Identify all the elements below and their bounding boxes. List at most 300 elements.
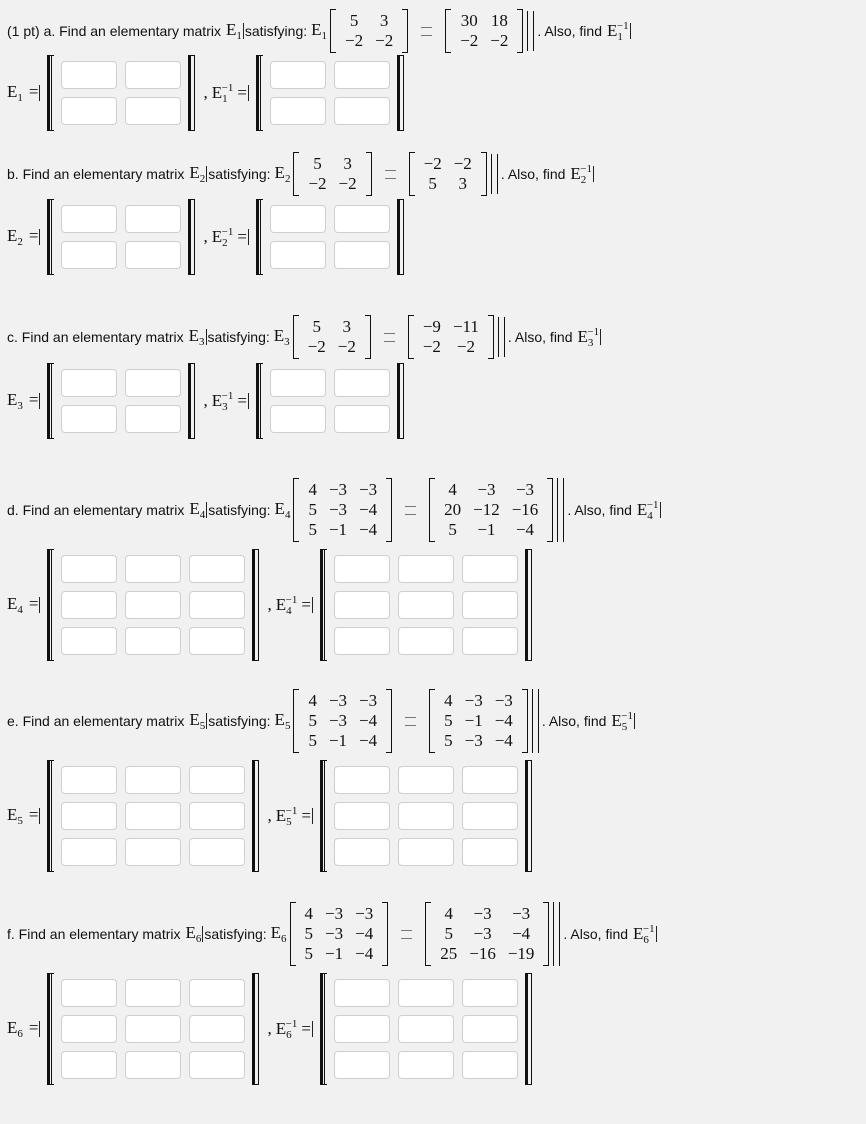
matrix-entry: −2 [337,337,356,356]
e-inverse-answer-label [276,594,311,617]
e-inverse-answer-label [212,82,247,105]
e1-entry-r1c1[interactable] [61,61,117,89]
e6-inverse-entry-r2c3[interactable] [462,1015,518,1043]
equals-box [417,27,436,36]
e1-matrix [45,55,197,131]
e6-entry-r2c1[interactable] [61,1015,117,1043]
e-letter: E [7,226,18,245]
also-find-text: . Also, find [563,926,629,942]
e4-entry-r3c2[interactable] [125,627,181,655]
answer-cursor-bar [248,229,249,245]
e-index: 5 [199,720,206,732]
e-inverse-name [578,326,600,349]
e5-entry-r2c1[interactable] [61,802,117,830]
e-letter: E [211,390,223,410]
e4-entry-r2c3[interactable] [189,591,245,619]
answer-cursor-bar [39,808,40,824]
left-matrix [293,689,392,753]
e4-inverse-entry-r2c2[interactable] [398,591,454,619]
matrix-entry: −3 [325,904,344,923]
equals-box [397,930,416,939]
e5-inverse-matrix [318,760,534,872]
comma: , [203,227,208,246]
matrix-entry: 3 [342,317,352,336]
e-matrix-name [311,20,327,42]
e-inverse-answer-label [212,226,247,249]
e-matrix-name [7,594,23,616]
e6-inverse-entry-r1c1[interactable] [334,979,390,1007]
e-index: 6 [643,933,649,946]
e-index: 5 [284,720,291,732]
matrix-entry: −2 [490,31,509,50]
equals-box [381,170,400,179]
e5-inverse-entry-r1c3[interactable] [462,766,518,794]
matrix-entry: 5 [308,731,317,750]
e-index: 4 [284,509,291,521]
comma: , [203,391,208,410]
bracket-line [51,55,54,131]
bracket-line [51,760,54,872]
equals-box [380,333,399,342]
inverse-exponent: −1 [646,498,659,511]
e-matrix-name [7,805,23,827]
e6-entry-r3c3[interactable] [189,1051,245,1079]
bracket-line [260,55,263,131]
e3-entry-r2c1[interactable] [61,405,117,433]
inverse-exponent: −1 [285,593,298,606]
e-index: 6 [286,1028,292,1041]
e6-inverse-entry-r1c3[interactable] [462,979,518,1007]
e3-inverse-entry-r1c1[interactable] [270,369,326,397]
e-letter: E [188,326,200,345]
e4-inverse-entry-r2c3[interactable] [462,591,518,619]
e-matrix-name [189,710,205,732]
e4-entry-r1c3[interactable] [189,555,245,583]
also-find-text: . Also, find [500,166,566,182]
matrix-entry: 5 [308,500,317,519]
e-index: 3 [587,336,594,349]
matrix-entry: 4 [444,691,453,710]
inverse-exponent: −1 [587,325,600,338]
inverse-exponent: −1 [621,709,634,722]
equals-sign: = [28,226,39,245]
matrix-entry: −3 [328,500,348,519]
equals-sign [385,170,396,179]
e4-entry-r2c1[interactable] [61,591,117,619]
e1-entry-r1c2[interactable] [125,61,181,89]
answer-cursor-bar [39,1021,40,1037]
equals-sign [421,27,432,36]
answer-cursor-bar [312,808,313,824]
e-inverse-answer-label [276,805,311,828]
e-matrix-name [189,326,205,348]
matrix-entry: −3 [328,711,348,730]
matrix-entry: 25 [440,944,458,963]
equals-sign: = [28,594,39,613]
e-index: 2 [284,173,291,185]
equals-sign: = [301,1018,311,1038]
matrix-entry: −3 [328,480,348,499]
prompt-text: (1 pt) a. Find an elementary matrix [7,23,221,39]
matrix-entry: −2 [338,174,357,193]
e5-entry-r2c3[interactable] [189,802,245,830]
e-letter: E [577,326,588,346]
e6-entry-r1c2[interactable] [125,979,181,1007]
matrix-entry: −3 [515,480,535,499]
e2-entry-r1c1[interactable] [61,205,117,233]
e2-inverse-entry-r1c2[interactable] [334,205,390,233]
satisfying-text: satisfying: [208,502,271,518]
e4-entry-r3c1[interactable] [61,627,117,655]
matrix-entry: −11 [452,317,479,336]
e2-inverse-entry-r2c2[interactable] [334,241,390,269]
matrix-entry: −2 [345,31,364,50]
matrix-entry: 3 [343,154,352,173]
also-find-text: . Also, find [537,23,602,39]
e-index: 2 [580,173,587,186]
left-matrix [293,152,371,196]
e4-inverse-entry-r3c1[interactable] [334,627,390,655]
matrix-entry: −4 [494,711,513,730]
e-letter: E [185,923,196,942]
matrix-entry: 30 [460,11,478,30]
left-matrix [293,478,392,542]
e4-inverse-matrix [318,549,534,661]
matrix-entry: −1 [325,944,344,963]
e-index: 2 [222,236,228,249]
matrix-entry: 5 [304,924,314,943]
matrix-entry: 5 [444,711,453,730]
e-matrix-name [7,390,23,412]
also-find-text: . Also, find [507,329,573,345]
equals-sign: = [301,805,311,825]
e4-matrix [45,549,261,661]
e4-inverse-entry-r1c1[interactable] [334,555,390,583]
bracket-line [51,549,54,661]
inverse-exponent: −1 [616,19,629,32]
e-inverse-name [633,923,655,946]
bracket-line [324,973,327,1085]
e6-inverse-entry-r3c3[interactable] [462,1051,518,1079]
e4-inverse-entry-r3c3[interactable] [462,627,518,655]
matrix-entry: −4 [359,500,378,519]
e5-inverse-entry-r2c2[interactable] [398,802,454,830]
e1-entry-r2c1[interactable] [61,97,117,125]
e5-entry-r1c1[interactable] [61,766,117,794]
bracket-line [324,760,327,872]
e-letter: E [606,20,618,40]
question-c-prompt [7,317,602,357]
matrix-entry: −2 [453,154,472,173]
matrix-entry: 5 [444,731,453,750]
matrix-entry: 5 [308,711,317,730]
answer-cursor-bar [206,166,207,182]
matrix-entry: −2 [308,174,327,193]
matrix-entry: 5 [308,520,317,539]
e-letter: E [211,82,223,102]
e6-entry-r3c2[interactable] [125,1051,181,1079]
e-matrix-name [274,326,290,348]
e-index: 1 [617,30,623,43]
e-index: 6 [17,1028,23,1040]
answer-cursor-bar [600,329,601,345]
matrix-entry: −16 [469,944,496,963]
e-letter: E [311,20,322,39]
e4-entry-r1c2[interactable] [125,555,181,583]
e-index: 1 [222,92,228,105]
bracket-line [525,973,528,1085]
right-matrix [408,315,494,359]
answer-cursor-bar [39,393,40,409]
e-letter: E [636,499,648,519]
bracket-line [525,549,528,661]
e-index: 1 [17,92,23,104]
matrix-entry: 5 [304,944,314,963]
inverse-exponent: −1 [221,225,234,238]
matrix-entry: −2 [423,154,442,173]
e6-entry-r3c1[interactable] [61,1051,117,1079]
bracket-line [51,199,54,275]
e-inverse-name [211,225,234,249]
e-matrix-name [271,923,287,945]
e6-inverse-entry-r1c2[interactable] [398,979,454,1007]
e-matrix-name [186,923,202,945]
e6-entry-r1c3[interactable] [189,979,245,1007]
e5-inverse-entry-r1c2[interactable] [398,766,454,794]
e5-entry-r1c2[interactable] [125,766,181,794]
e4-inverse-entry-r2c1[interactable] [334,591,390,619]
comma: , [267,1019,272,1038]
e-matrix-name [275,499,291,521]
answer-cursor-bar [593,166,594,182]
e4-inverse-entry-r1c3[interactable] [462,555,518,583]
e-inverse-name [211,81,234,105]
e-index: 2 [199,173,206,185]
equals-sign: = [237,82,247,102]
matrix-entry: 3 [458,174,468,193]
e-inverse-name [611,710,633,733]
e3-entry-r2c2[interactable] [125,405,181,433]
e-letter: E [633,923,644,943]
e1-inverse-entry-r2c2[interactable] [334,97,390,125]
question-b-answer [7,194,410,280]
e6-inverse-entry-r2c2[interactable] [398,1015,454,1043]
e-letter: E [274,163,285,182]
double-bar [532,689,539,753]
matrix-entry: −3 [328,691,348,710]
bracket-line [525,760,528,872]
double-bar [498,317,505,357]
left-matrix [293,315,371,359]
matrix-entry: −4 [515,520,535,539]
e5-entry-r3c1[interactable] [61,838,117,866]
e6-entry-r1c1[interactable] [61,979,117,1007]
answer-cursor-bar [634,713,635,729]
matrix-entry: −16 [511,500,539,519]
matrix-entry: −2 [307,337,326,356]
equals-sign: = [237,226,247,246]
e-inverse-name [637,499,659,522]
e3-entry-r1c1[interactable] [61,369,117,397]
e-index: 5 [621,720,628,733]
bracket-line [397,363,400,439]
matrix-entry: 3 [379,11,389,30]
question-d-answer [7,541,538,669]
e2-entry-r2c2[interactable] [125,241,181,269]
answer-cursor-bar [39,597,40,613]
satisfying-text: satisfying: [208,166,271,182]
right-matrix [429,478,553,542]
e-inverse-name [607,20,629,43]
e-matrix-name [7,226,23,248]
e-answer-label [7,805,38,827]
e-index: 4 [286,604,292,617]
matrix-entry: 20 [444,500,462,519]
matrix-entry: −3 [473,924,492,943]
answer-cursor-bar [206,502,207,518]
e2-inverse-entry-r1c1[interactable] [270,205,326,233]
e5-inverse-entry-r3c1[interactable] [334,838,390,866]
e-answer-label [7,390,38,412]
e2-entry-r1c2[interactable] [125,205,181,233]
e3-inverse-entry-r2c2[interactable] [334,405,390,433]
e5-entry-r2c2[interactable] [125,802,181,830]
e5-entry-r1c3[interactable] [189,766,245,794]
matrix-entry: −4 [359,731,378,750]
matrix-entry: 4 [304,904,314,923]
e3-inverse-matrix [254,363,406,439]
e3-inverse-entry-r1c2[interactable] [334,369,390,397]
right-matrix [429,689,528,753]
bracket-line [397,199,400,275]
inverse-exponent: −1 [221,81,234,94]
prompt-text: f. Find an elementary matrix [7,926,181,942]
matrix-entry: −1 [464,711,483,730]
matrix-entry: −2 [375,31,394,50]
matrix-entry: −1 [328,731,348,750]
double-bar [527,11,534,51]
e5-entry-r3c3[interactable] [189,838,245,866]
satisfying-text: satisfying: [244,23,308,39]
e2-entry-r2c1[interactable] [61,241,117,269]
e2-matrix [45,199,197,275]
question-f-answer [7,965,538,1093]
equals-sign: = [237,390,247,410]
e5-inverse-entry-r2c3[interactable] [462,802,518,830]
bracket-line [252,973,255,1085]
e5-entry-r3c2[interactable] [125,838,181,866]
matrix-entry: −3 [355,904,374,923]
matrix-entry: 4 [308,691,317,710]
satisfying-text: satisfying: [207,329,270,345]
question-b-prompt [7,154,595,194]
matrix-entry: −3 [464,691,483,710]
e1-inverse-entry-r2c1[interactable] [270,97,326,125]
e1-entry-r2c2[interactable] [125,97,181,125]
matrix-entry: 4 [444,904,453,923]
e-index: 6 [195,933,202,945]
e-index: 4 [17,604,23,616]
right-matrix [409,152,487,196]
equals-sign [384,333,395,342]
e-letter: E [225,20,237,39]
bracket-line [252,549,255,661]
e1-inverse-entry-r1c2[interactable] [334,61,390,89]
comma: , [267,806,272,825]
inverse-exponent: −1 [580,162,593,175]
e-letter: E [275,1018,287,1038]
matrix-entry: −19 [507,944,535,963]
bracket-line [397,55,400,131]
answer-cursor-bar [660,502,661,518]
e6-entry-r2c3[interactable] [189,1015,245,1043]
e1-inverse-entry-r1c1[interactable] [270,61,326,89]
e4-inverse-entry-r3c2[interactable] [398,627,454,655]
e-letter: E [189,163,200,182]
equals-sign [405,717,416,726]
prompt-text: e. Find an elementary matrix [7,713,185,729]
left-matrix [290,902,389,966]
e6-matrix [45,973,261,1085]
e-matrix-name [189,499,205,521]
e-index: 3 [17,400,23,412]
answer-cursor-bar [202,926,203,942]
e4-entry-r1c1[interactable] [61,555,117,583]
e6-entry-r2c2[interactable] [125,1015,181,1043]
e5-inverse-entry-r3c2[interactable] [398,838,454,866]
equals-sign: = [301,594,311,614]
e6-inverse-entry-r3c2[interactable] [398,1051,454,1079]
e-letter: E [189,499,200,518]
e-index: 3 [199,336,205,348]
matrix-entry: −4 [494,731,513,750]
matrix-entry: −3 [477,480,496,499]
e4-entry-r2c2[interactable] [125,591,181,619]
e3-inverse-entry-r2c1[interactable] [270,405,326,433]
matrix-entry: 5 [444,924,453,943]
bracket-line [260,363,263,439]
bracket-line [188,363,191,439]
e4-inverse-entry-r1c2[interactable] [398,555,454,583]
double-bar [553,902,560,966]
matrix-entry: 5 [313,154,322,173]
e-index: 4 [199,509,206,521]
e-inverse-answer-label [276,1018,311,1041]
matrix-entry: −2 [460,31,479,50]
e5-inverse-entry-r2c1[interactable] [334,802,390,830]
question-e-answer [7,752,538,880]
equals-box [401,506,420,515]
e-index: 4 [647,509,653,522]
matrix-entry: −1 [477,520,496,539]
e-letter: E [611,710,622,730]
e-index: 2 [17,236,23,248]
matrix-entry: 5 [428,174,437,193]
e3-entry-r1c2[interactable] [125,369,181,397]
e6-inverse-entry-r2c1[interactable] [334,1015,390,1043]
matrix-entry: 5 [349,11,359,30]
e4-entry-r3c3[interactable] [189,627,245,655]
e5-inverse-entry-r1c1[interactable] [334,766,390,794]
matrix-entry: 4 [308,480,317,499]
e-letter: E [7,594,18,613]
e2-inverse-entry-r2c1[interactable] [270,241,326,269]
equals-sign [401,930,412,939]
matrix-entry: 5 [312,317,321,336]
e5-inverse-entry-r3c3[interactable] [462,838,518,866]
comma: , [267,595,272,614]
e6-inverse-entry-r3c1[interactable] [334,1051,390,1079]
